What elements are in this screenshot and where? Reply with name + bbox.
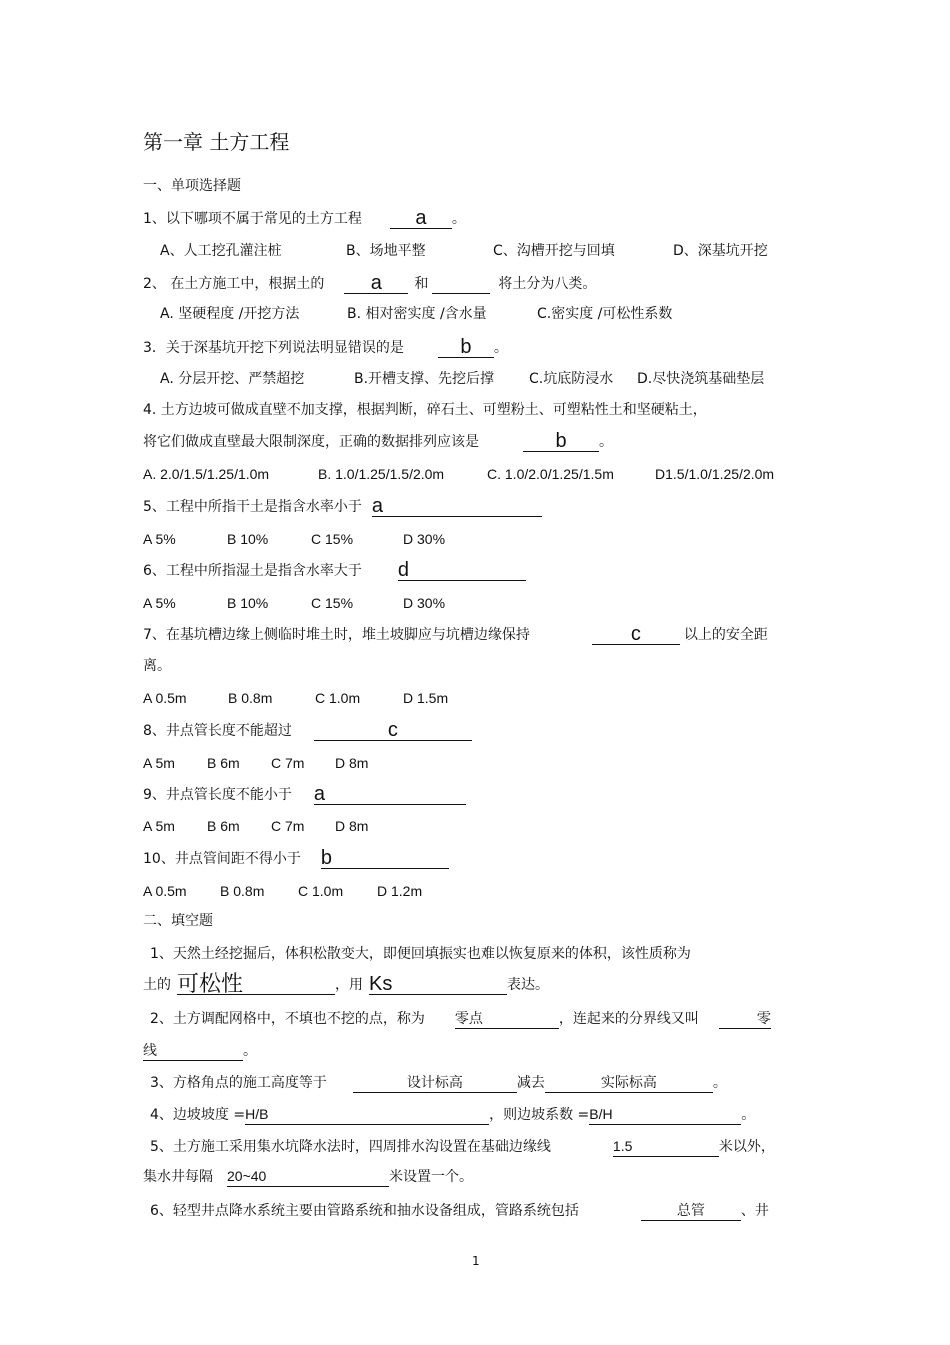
q1-option-d: D、深基坑开挖 xyxy=(673,243,768,259)
question-stem: 3．关于深基坑开挖下列说法明显错误的是 xyxy=(143,340,404,356)
question-stem: 1、以下哪项不属于常见的土方工程 xyxy=(143,211,362,227)
q8-option-b: B 6m xyxy=(207,755,240,771)
answer-blank-2: Ks xyxy=(369,974,507,995)
q10-option-a: A 0.5m xyxy=(143,883,187,899)
question-7 xyxy=(143,624,768,645)
stem-end: 、井 xyxy=(740,1203,769,1219)
q3-option-d: D.尽快浇筑基础垫层 xyxy=(637,371,765,387)
q4-option-b: B. 1.0/1.25/1.5/2.0m xyxy=(318,466,445,482)
answer-blank-1: 1.5 xyxy=(613,1136,719,1157)
section-title-fill-blank: 二、填空题 xyxy=(143,913,213,929)
answer-blank-2: 实际标高 xyxy=(545,1072,713,1093)
answer-blank-1: 可松性 xyxy=(177,974,335,995)
answer-blank: b xyxy=(321,848,449,869)
question-8 xyxy=(143,720,472,741)
q3-option-a: A. 分层开挖、严禁超挖 xyxy=(160,371,305,387)
punctuation: 。 xyxy=(451,211,466,227)
question-7-line-2: 离。 xyxy=(143,658,171,674)
question-stem: 10、井点管间距不得小于 xyxy=(143,851,301,867)
q7-option-d: D 1.5m xyxy=(403,690,449,706)
fill-2-line-2 xyxy=(143,1040,257,1061)
stem-text: 土的 xyxy=(143,977,171,993)
q9-option-d: D 8m xyxy=(335,818,369,834)
question-stem: 9、井点管长度不能小于 xyxy=(143,787,292,803)
punctuation: 。 xyxy=(243,1043,257,1059)
question-stem: 将它们做成直壁最大限制深度，正确的数据排列应该是 xyxy=(143,434,479,450)
q2-option-c: C.密实度 /可松性系数 xyxy=(537,306,673,322)
punctuation: 。 xyxy=(741,1107,756,1123)
chapter-title: 第一章 土方工程 xyxy=(143,130,290,154)
stem-end: 米设置一个。 xyxy=(389,1169,473,1185)
question-stem: 8、井点管长度不能超过 xyxy=(143,723,292,739)
q8-option-c: C 7m xyxy=(271,755,305,771)
answer-blank-2: B/H xyxy=(589,1104,741,1125)
answer-blank: a xyxy=(314,784,466,805)
fill-1-line-2 xyxy=(143,971,549,996)
q3-option-b: B.开槽支撑、先挖后撑 xyxy=(354,371,495,387)
answer-blank: c xyxy=(592,624,680,645)
q2-option-a: A. 坚硬程度 /开挖方法 xyxy=(160,306,300,322)
question-3 xyxy=(143,337,508,358)
fill-1-line-1: 1、天然土经挖掘后，体积松散变大，即便回填振实也难以恢复原来的体积，该性质称为 xyxy=(150,946,691,962)
question-stem: 6、工程中所指湿土是指含水率大于 xyxy=(143,563,362,579)
question-stem: 5、工程中所指干土是指含水率小于 xyxy=(143,499,362,515)
stem-end: 将土分为八类。 xyxy=(498,276,597,292)
question-6 xyxy=(143,560,526,581)
q1-option-c: C、沟槽开挖与回填 xyxy=(493,243,615,259)
stem-text: ，用 xyxy=(335,977,363,993)
q7-option-c: C 1.0m xyxy=(315,690,361,706)
q10-option-d: D 1.2m xyxy=(377,883,423,899)
stem-text: 4、边坡坡度 = xyxy=(150,1107,246,1123)
question-stem: 2、 在土方施工中，根据土的 xyxy=(143,276,325,292)
q8-option-a: A 5m xyxy=(143,755,175,771)
question-5 xyxy=(143,496,542,517)
q4-option-a: A. 2.0/1.5/1.25/1.0m xyxy=(143,466,270,482)
stem-end: 以上的安全距 xyxy=(683,627,768,643)
fill-4 xyxy=(150,1104,755,1125)
stem-text: ，连起来的分界线又叫 xyxy=(558,1011,699,1027)
stem-text: 集水井每隔 xyxy=(143,1169,213,1185)
q4-option-d: D1.5/1.0/1.25/2.0m xyxy=(655,466,775,482)
q8-option-d: D 8m xyxy=(335,755,369,771)
answer-blank-1: 设计标高 xyxy=(353,1072,517,1093)
fill-6 xyxy=(150,1200,769,1221)
answer-blank: a xyxy=(344,273,408,294)
q3-option-c: C.坑底防浸水 xyxy=(529,371,614,387)
answer-blank: b xyxy=(438,337,494,358)
q6-option-b: B 10% xyxy=(227,595,269,611)
connector-text: 和 xyxy=(414,276,429,292)
answer-blank-2: 零 xyxy=(719,1008,771,1029)
answer-blank: b xyxy=(523,431,599,452)
question-2 xyxy=(143,273,596,294)
punctuation: 。 xyxy=(493,340,508,356)
q2-option-b: B. 相对密实度 /含水量 xyxy=(347,306,487,322)
q1-option-a: A、人工挖孔灌注桩 xyxy=(160,243,282,259)
stem-text: 减去 xyxy=(516,1075,545,1091)
q6-option-a: A 5% xyxy=(143,595,176,611)
q7-option-a: A 0.5m xyxy=(143,690,187,706)
stem-text: 3、方格角点的施工高度等于 xyxy=(150,1075,327,1091)
stem-text: 米以外， xyxy=(718,1139,775,1155)
q9-option-c: C 7m xyxy=(271,818,305,834)
answer-blank: d xyxy=(398,560,526,581)
question-4-line-1: 4. 土方边坡可做成直壁不加支撑，根据判断，碎石土、可塑粉土、可塑粘性土和坚硬粘土， xyxy=(143,402,707,418)
stem-end: 表达。 xyxy=(507,977,549,993)
stem-text: 6、轻型井点降水系统主要由管路系统和抽水设备组成，管路系统包括 xyxy=(150,1203,579,1219)
punctuation: 。 xyxy=(712,1075,727,1091)
q7-option-b: B 0.8m xyxy=(228,690,273,706)
answer-blank-1: 零点 xyxy=(455,1008,559,1029)
answer-blank: a xyxy=(372,496,542,517)
q5-option-c: C 15% xyxy=(311,531,354,547)
q5-option-a: A 5% xyxy=(143,531,176,547)
fill-5-line-2 xyxy=(143,1166,473,1187)
q4-option-c: C. 1.0/2.0/1.25/1.5m xyxy=(487,466,614,482)
fill-5 xyxy=(150,1136,775,1157)
punctuation: 。 xyxy=(599,434,613,450)
section-title-single-choice: 一、单项选择题 xyxy=(143,178,241,194)
question-stem: 7、在基坑槽边缘上侧临时堆土时，堆土坡脚应与坑槽边缘保持 xyxy=(143,627,530,643)
stem-text: ，则边坡系数 = xyxy=(489,1107,590,1123)
page-number: 1 xyxy=(472,1254,480,1268)
empty-blank xyxy=(432,273,490,294)
q5-option-d: D 30% xyxy=(403,531,446,547)
q10-option-c: C 1.0m xyxy=(298,883,344,899)
answer-blank: a xyxy=(390,208,452,229)
answer-blank-1: 总管 xyxy=(641,1200,741,1221)
stem-text: 2、土方调配网格中，不填也不挖的点，称为 xyxy=(150,1011,425,1027)
fill-3 xyxy=(150,1072,727,1093)
q6-option-c: C 15% xyxy=(311,595,354,611)
question-9 xyxy=(143,784,466,805)
q9-option-b: B 6m xyxy=(207,818,240,834)
fill-2 xyxy=(150,1008,771,1029)
q6-option-d: D 30% xyxy=(403,595,446,611)
q5-option-b: B 10% xyxy=(227,531,269,547)
answer-blank: c xyxy=(314,720,472,741)
answer-blank-1: H/B xyxy=(245,1104,489,1125)
answer-blank-2-cont: 线 xyxy=(143,1040,243,1061)
answer-blank-2: 20~40 xyxy=(227,1166,389,1187)
question-10 xyxy=(143,848,449,869)
q1-option-b: B、场地平整 xyxy=(346,243,426,259)
stem-text: 5、土方施工采用集水坑降水法时，四周排水沟设置在基础边缘线 xyxy=(150,1139,551,1155)
question-4-line-2 xyxy=(143,431,613,452)
q10-option-b: B 0.8m xyxy=(220,883,265,899)
q9-option-a: A 5m xyxy=(143,818,175,834)
question-1 xyxy=(143,208,466,229)
